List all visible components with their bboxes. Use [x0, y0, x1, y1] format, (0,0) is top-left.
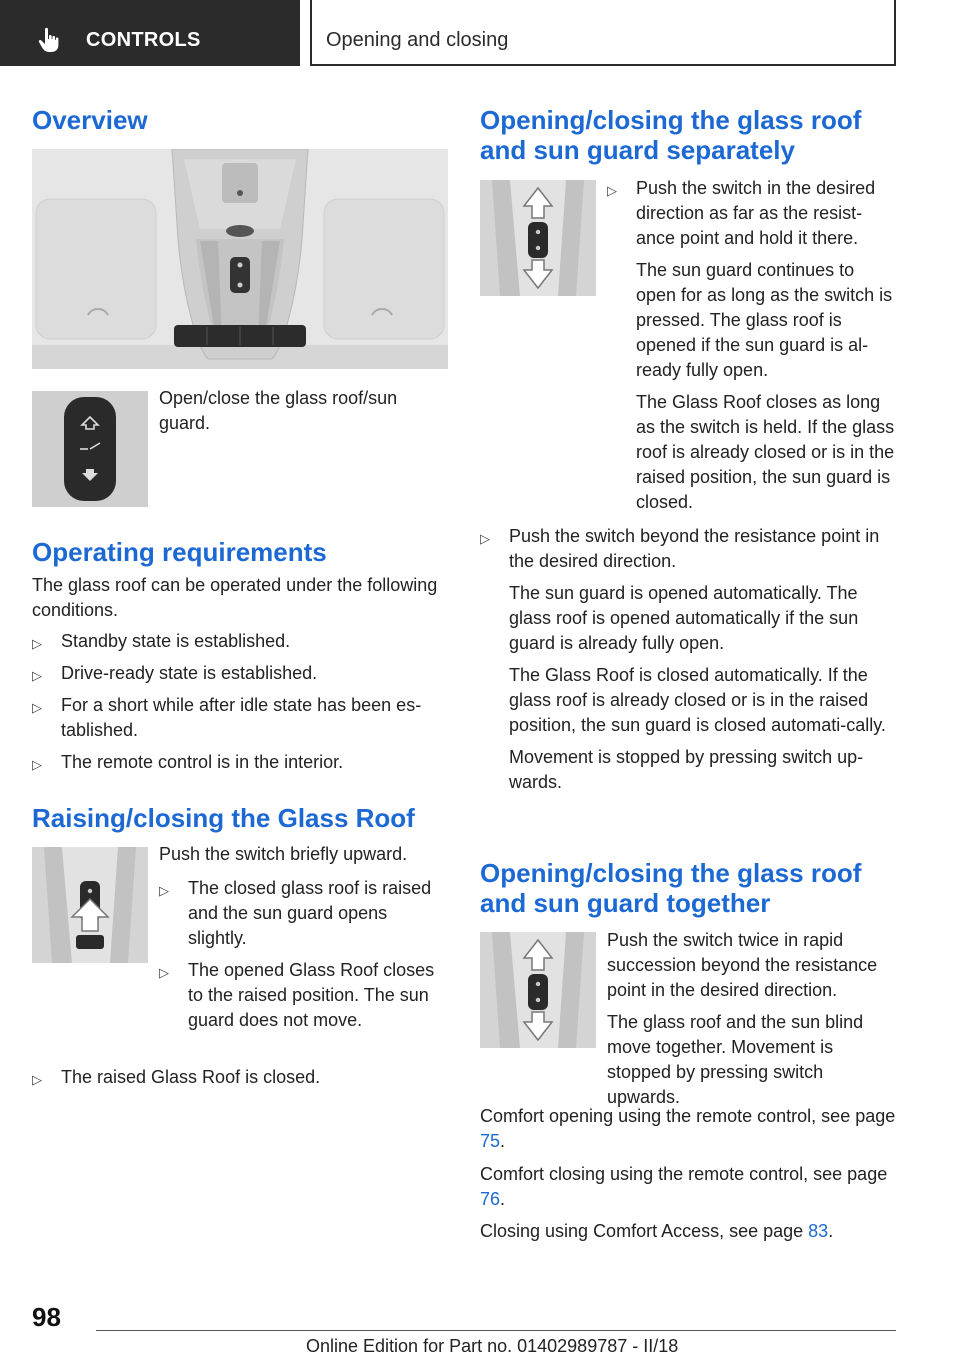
list-item: ▷ The raised Glass Roof is closed.: [32, 1065, 448, 1090]
requirements-intro: The glass roof can be operated under the following conditions.: [32, 575, 438, 620]
list-item: ▷ The remote control is in the interior.: [32, 750, 448, 775]
overview-caption: Open/close the glass roof/sun guard.: [159, 388, 398, 433]
header-chapter-tab: [310, 0, 896, 66]
footer-divider: [96, 1330, 896, 1331]
triangle-right-icon: ▷: [32, 668, 42, 683]
triangle-right-icon: ▷: [32, 757, 42, 772]
hand-pointer-icon: [36, 26, 64, 54]
list-item: ▷ For a short while after idle state has been es-tablished.: [32, 695, 422, 740]
together-heading: Opening/closing the glass roof and sun guard together: [480, 858, 862, 918]
triangle-right-icon: ▷: [32, 1072, 42, 1087]
separately-list-2: [480, 524, 896, 795]
page-link-83[interactable]: 83: [808, 1221, 829, 1241]
raising-list: [159, 869, 448, 1033]
page-link-76[interactable]: 76: [480, 1189, 501, 1209]
header-chapter-label: Opening and closing: [326, 29, 509, 51]
triangle-right-icon: ▷: [607, 183, 617, 198]
separately-heading: Opening/closing the glass roof and sun guard separately: [480, 105, 862, 165]
overview-roof-console-image: [32, 149, 448, 369]
together-text-2-start: The glass roof and the sun blind move together. Movement is stopped by pressing switch upwards.: [607, 1012, 864, 1107]
overview-heading: Overview: [32, 105, 148, 135]
page-number: 98: [32, 1302, 61, 1332]
list-item: ▷ Drive-ready state is established.: [32, 661, 448, 686]
triangle-right-icon: ▷: [32, 700, 42, 715]
triangle-right-icon: ▷: [32, 636, 42, 651]
separately-switch-image: [480, 180, 596, 296]
raise-switch-image: [32, 847, 148, 963]
requirements-heading: Operating requirements: [32, 537, 327, 567]
roof-switch-closeup-image: [32, 391, 148, 507]
together-text-1: Push the switch twice in rapid succession beyond the resistance point in the desired direction.: [607, 930, 878, 1000]
requirements-list: [32, 622, 448, 775]
separately-list-1: [607, 176, 896, 515]
list-item: ▷ Push the switch beyond the resistance point in the desired direction. The sun guard is opened automatically. The glass roof is opened automatically if the sun guard is already fully open. The Glass Roof is closed automatically. If the glass roof is already closed or is in the raised position, the sun guard is closed automati-cally. Movement is stopped by pressing switch up-wards.: [480, 526, 886, 792]
ref-comfort-access: Closing using Comfort Access, see page 83.: [480, 1221, 834, 1241]
footer-edition: Online Edition for Part no. 01402989787 - II/18: [306, 1336, 679, 1356]
raising-heading: Raising/closing the Glass Roof: [32, 803, 415, 833]
raising-intro: Push the switch briefly upward.: [159, 844, 408, 864]
list-item: ▷ Standby state is established.: [32, 629, 448, 654]
list-item: ▷ Push the switch in the desired direction as far as the resist-ance point and hold it there. The sun guard continues to open for as long as the switch is pressed. The glass roof is opened if the sun guard is al-ready fully open. The Glass Roof closes as long as the switch is held. If the glass roof is already closed or is in the raised position, the sun guard is closed.: [607, 178, 895, 512]
list-item: ▷ The closed glass roof is raised and the sun guard opens slightly.: [159, 878, 432, 948]
ref-comfort-closing: Comfort closing using the remote control, see page 76.: [480, 1164, 888, 1209]
triangle-right-icon: ▷: [159, 965, 169, 980]
triangle-right-icon: ▷: [480, 531, 490, 546]
page-link-75[interactable]: 75: [480, 1131, 501, 1151]
list-item: ▷ The opened Glass Roof closes to the raised position. The sun guard does not move.: [159, 960, 435, 1030]
header-section-tab: [0, 0, 300, 66]
ref-comfort-opening: Comfort opening using the remote control, see page 75.: [480, 1106, 896, 1151]
together-switch-image: [480, 932, 596, 1048]
raising-list-end: [32, 1058, 448, 1090]
triangle-right-icon: ▷: [159, 883, 169, 898]
header-section-label: CONTROLS: [86, 29, 201, 51]
